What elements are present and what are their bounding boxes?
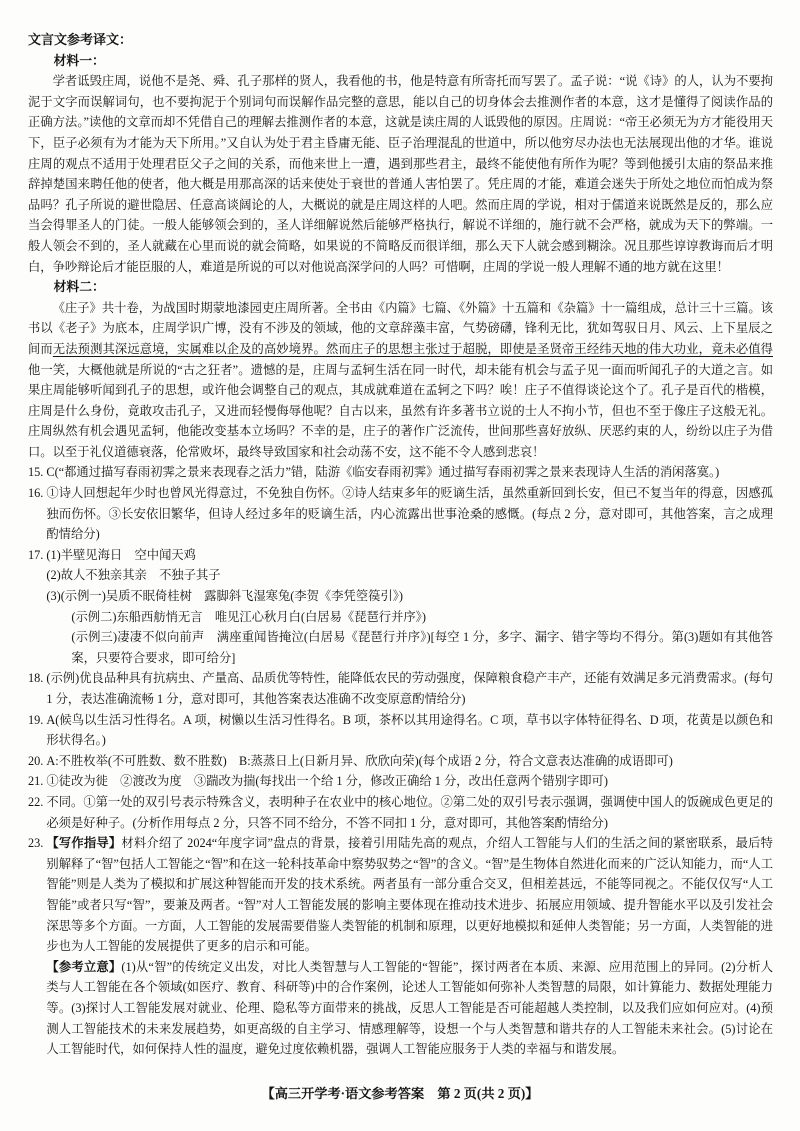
answer-number: 21.: [28, 774, 44, 789]
page-footer: 【高三开学考·语文参考答案 第 2 页(共 2 页)】: [261, 1086, 539, 1102]
answer-17-blank-3-example-3: (示例三)凄凄不似向前声 满座重闻皆掩泣(白居易《琵琶行并序》)[每空 1 分，多字、漏字、错字等均不得分。第(3)题如有其他答案，只要符合要求，即可给分]: [71, 630, 773, 665]
material-2-text-before: 《庄子》共十卷，为战国时期蒙地漆园吏庄周所著。全书由《内篇》七篇、《外篇》十五篇和《杂篇》十一篇组成，总计三十三篇。该书以《老子》为底本，庄周学识广博，没有不涉及的领域，他的文章辞藻丰富，气势磅礴，锋利无比，犹如驾驭日月、风云、上下星辰之间而: [28, 300, 773, 356]
answer-17-blank-3-example-2: (示例二)东船西舫悄无言 唯见江心秋月白(白居易《琵琶行并序》): [71, 609, 426, 624]
answer-item-19: [28, 710, 773, 751]
answer-number: 23.: [28, 836, 44, 851]
material-1-paragraph: 学者诋毁庄周，说他不是尧、舜、孔子那样的贤人，我看他的书，他是特意有所寄托而写罢了。孟子说：“说《诗》的人，认为不要拘泥于文字而误解词句，也不要拘泥于个别词句而误解作品完整的意思，能以自己的切身体会去推测作者的本意，这才是懂得了阅读作品的正确方法。”读他的文章而却不凭借自己的理解去推测作者的本意，这就是读庄周的人诋毁他的原因。庄周说：“帝王必须无为方才能役用天下，臣子必须有为才能为天下所用。”又自认为处于君主昏庸无能、臣子治理混乱的世道中，所以他穷尽办法也无法展现出他的才华。谁说庄周的观点不适用于处理君臣父子之间的关系，而他来世上一遭，遇到那些君主，最终不能使他有所作为呢？等到他援引太庙的祭品来推辞掉楚国来聘任他的使者，他大概是用那高深的话来使处于衰世的普通人害怕罢了。凭庄周的才能，难道会迷失于所处之地位而怕成为祭品吗？孔子所说的避世隐居、任意高谈阔论的人，大概说的就是庄周这样的人吧。然而庄周的学说，相对于儒道来说既然是反的，那么应当会得罪圣人的门徒。一般人能够领会到的，圣人详细解说然后能够严格执行，解说不详细的，施行就不会严格，就成为天下的弊端。一般人领会不到的，圣人就藏在心里而说的就会简略，如果说的不简略反而很详细，那么天下人就会感到糊涂。况且那些谆谆教诲而后才明白，争吵辩论后才能臣服的人，难道是所说的可以对他说高深学问的人吗？可惜啊，庄周的学说一般人理解不通的地方就在这里！: [28, 74, 773, 274]
answer-number: 18.: [28, 671, 44, 686]
answer-item-23: [28, 833, 773, 1060]
answer-text: ①徒改为徙 ②渡改为度 ③踹改为揣(每找出一个给 1 分，修改正确给 1 分，改出任意两个错别字即可): [46, 774, 608, 789]
answer-number: 20.: [28, 753, 44, 768]
reference-intents-text: (1)从“智”的传统定义出发，对比人类智慧与人工智能的“智能”，探讨两者在本质、来源、应用范围上的异同。(2)分析人类与人工智能在各个领域(如医疗、教育、科研等)中的合作案例，论述人工智能如何弥补人类智慧的局限，如计算能力、数据处理能力等。(3)探讨人工智能发展对就业、伦理、隐私等方面带来的挑战，反思人工智能是否可能超越人类控制，以及我们应如何应对。(4)预测人工智能技术的未来发展趋势，如更高级的自主学习、情感理解等，设想一个与人类智慧和谐共存的人工智能未来社会。(5)讨论在人工智能时代，如何保持人性的温度，避免过度依赖机器，强调人工智能应服务于人类的幸福与和谐发展。: [46, 959, 773, 1057]
answer-item-15: [28, 462, 773, 483]
answer-item-16: [28, 483, 773, 545]
answer-number: 19.: [28, 712, 44, 727]
writing-guide-text: 材料介绍了 2024“年度字词”盘点的背景，接着引用陆先高的观点，介绍人工智能与人们的生活之间的紧密联系，最后特别解释了“智”包括人工智能之“智”和在这一轮科技革命中察势驭势之“智”的含义。“智”是生物体自然进化而来的广泛认知能力，而“人工智能”则是人类为了模拟和扩展这种智能而开发的技术系统。两者虽有一部分重合交叉，但相差甚远，不能等同视之。不能仅仅写“人工智能”或者只写“智”，要兼及两者。“智”对人工智能发展的影响主要体现在推动技术进步、拓展应用领域、提升智能水平以及引发社会深思等多个方面。一方面，人工智能的发展需要借鉴人类智能的机制和原理，以更好地模拟和延伸人类智能；另一方面，人类智能的进步也为人工智能的发展提供了更多的启示和可能。: [46, 836, 773, 954]
answer-17-blank-1: (1)半壁见海日 空中闻天鸡: [46, 547, 196, 562]
answer-23-writing-guide: [46, 833, 773, 957]
answer-number: 16.: [28, 486, 44, 501]
answer-text: A:不胜枚举(不可胜数、数不胜数) B:蒸蒸日上(日新月异、欣欣向荣)(每个成语 2 分，符合文意表达准确的成语即可): [46, 753, 673, 768]
reference-intents-label: 【参考立意】: [46, 959, 122, 974]
material-2-paragraph: [28, 298, 773, 463]
answer-number: 22.: [28, 794, 44, 809]
material-2-text-after: 他一笑，大概他就是所说的“古之狂者”。遗憾的是，庄周与孟轲生活在同一时代，却未能有机会与孟子见一面而听闻孔子的大道之言。如果庄周能够听闻到孔子的思想，或许他会调整自己的观点，其成就难道在孟轲之下吗？唉！庄子不值得谈论这个了。孔子是百代的楷模，庄周是什么身份，竟敢攻击孔子，又进而轻慢侮辱他呢？自古以来，虽然有许多著书立说的士人不拘小节，但也不至于像庄子这般无礼。庄周纵然有机会遇见孟轲，他能改变基本立场吗？不幸的是，庄子的著作广泛流传，世间那些喜好放纵、厌恶约束的人，纷纷以庄子为借口。以至于礼仪道德衰落，伦常败坏，最终导致国家和社会动荡不安，这不能不令人感到悲哀！: [28, 362, 773, 459]
answers-section: [28, 462, 773, 1059]
translation-title: 文言文参考译文：: [28, 32, 133, 47]
answer-text: C(“都通过描写春雨初霁之景来表现春之活力”错，陆游《临安春雨初霁》通过描写春雨初霁之景来表现诗人生活的消闲落寞。): [46, 465, 720, 480]
material-2-underlined-sentence: 无法预测其深远意境，实属难以企及的高妙境界。然而庄子的思想主张过于超脱，即使是圣贤帝王经纬天地的伟大功业，竟未必值得: [52, 341, 773, 356]
answer-number: 15.: [28, 465, 44, 480]
answer-item-20: [28, 751, 773, 772]
answer-item-17: [28, 545, 773, 669]
answer-17-blank-2: (2)故人不独亲其亲 不独子其子: [46, 568, 221, 583]
answer-23-reference-intents: [46, 957, 773, 1060]
writing-guide-label: 【写作指导】: [46, 836, 122, 851]
answer-text: A(候鸟以生活习性得名。A 项，树懒以生活习性得名。B 项，茶杯以其用途得名。C 项，草书以字体特征得名、D 项，花黄是以颜色和形状得名。): [46, 712, 773, 748]
answer-item-18: [28, 668, 773, 709]
answer-text: [46, 545, 773, 669]
answer-item-21: [28, 771, 773, 792]
answer-item-22: [28, 792, 773, 833]
answer-text: ①诗人回想起年少时也曾风光得意过，不免独自伤怀。②诗人结束多年的贬谪生活，虽然重新回到长安，但已不复当年的得意，因感孤独而伤怀。③长安依旧繁华，但诗人经过多年的贬谪生活，内心流露出世事沧桑的感慨。(每点 2 分，意对即可，其他答案，言之成理酌情给分): [46, 486, 773, 542]
answer-17-blank-3-example-1: (3)(示例一)吴质不眠倚桂树 露脚斜飞湿寒兔(李贺《李凭箜篌引》): [46, 589, 403, 604]
answer-number: 17.: [28, 547, 44, 562]
answer-text: [46, 833, 773, 1060]
answer-text: 不同。①第一处的双引号表示特殊含义，表明种子在农业中的核心地位。②第二处的双引号表示强调，强调使中国人的饭碗成色更足的必须是好种子。(分析作用每点 2 分，只答不同不给分，不答不同扣 1 分，意对即可，其他答案酌情给分): [46, 794, 773, 830]
material-1-label: 材料一：: [53, 53, 105, 68]
material-2-label: 材料二：: [53, 280, 105, 295]
answer-text: (示例)优良品种具有抗病虫、产量高、品质优等特性，能降低农民的劳动强度，保障粮食稳产丰产，还能有效满足多元消费需求。(每句 1 分，表达准确流畅 1 分，意对即可，其他答案表达准确不改变原意酌情给分): [46, 671, 773, 706]
